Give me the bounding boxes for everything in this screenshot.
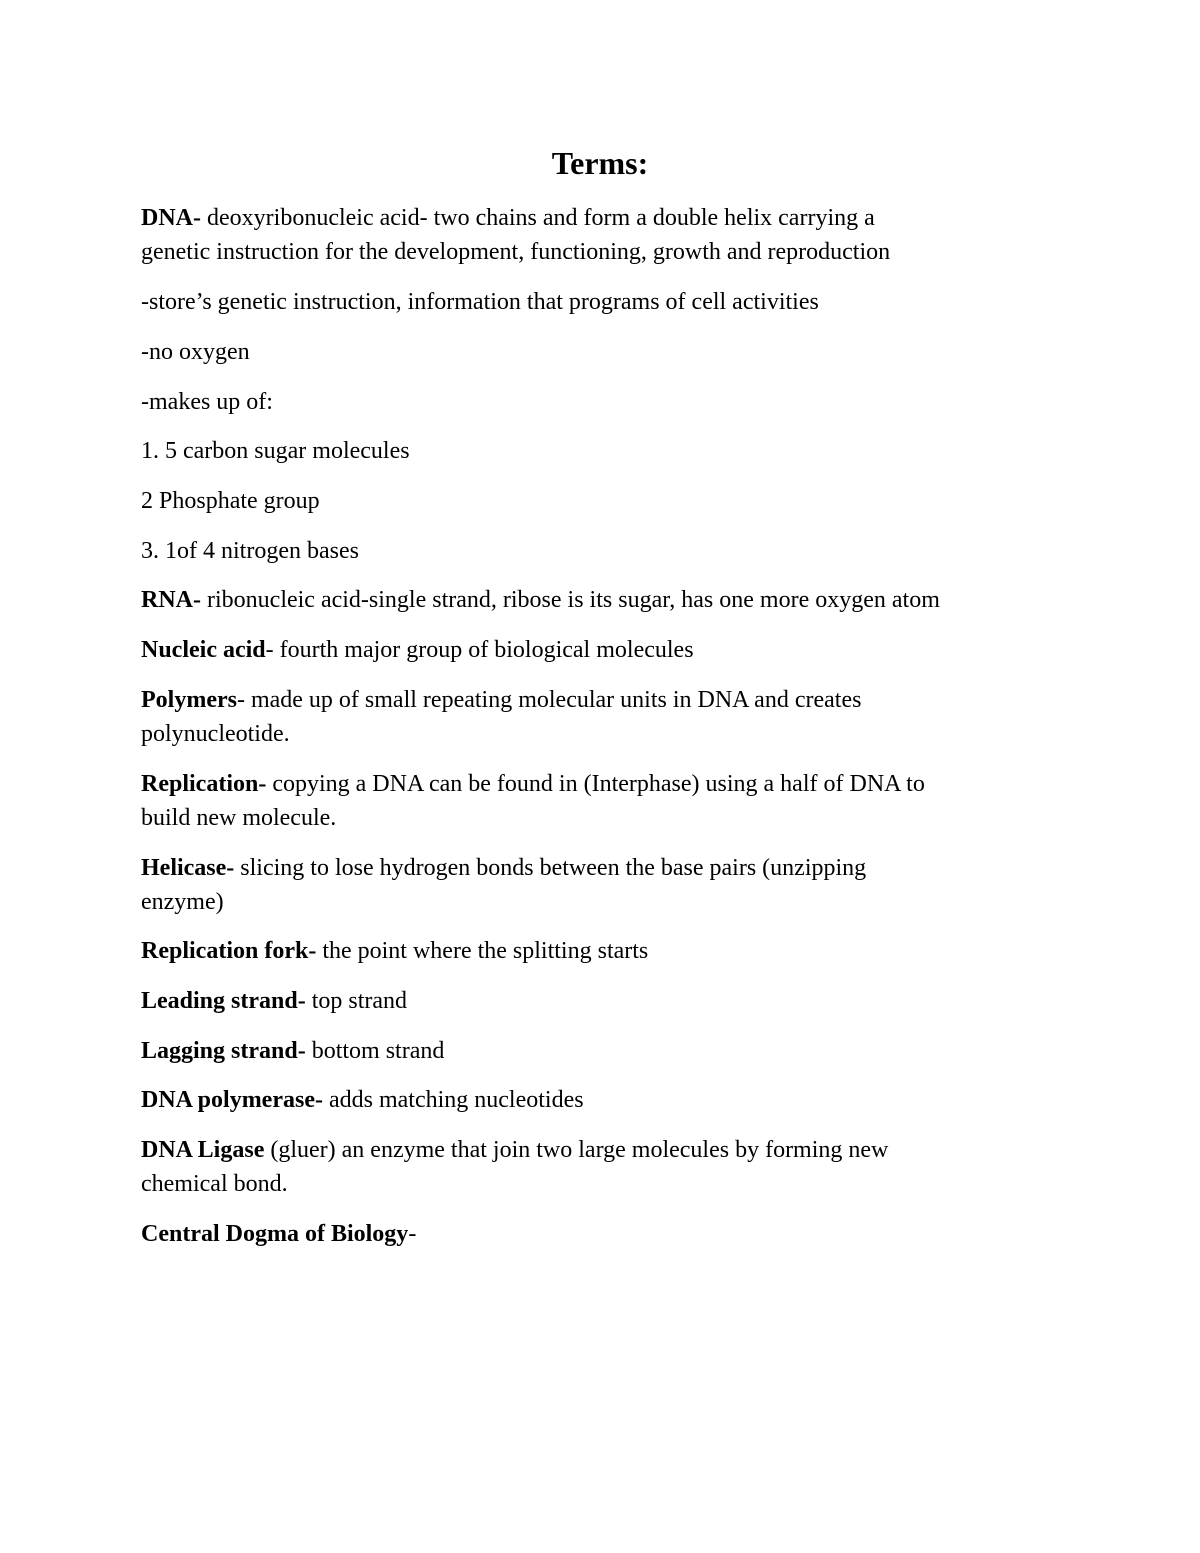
term-definition: top strand [305, 988, 408, 1014]
term-label: DNA- [141, 205, 201, 231]
list-item-3: 3. 1of 4 nitrogen bases [141, 538, 359, 564]
term-nucleic-acid [141, 633, 1081, 667]
term-definition-continued: build new molecule. [141, 805, 337, 831]
term-label: Lagging strand- [141, 1038, 306, 1064]
term-definition: (gluer) an enzyme that join two large molecules by forming new [264, 1137, 889, 1163]
term-definition-continued: enzyme) [141, 889, 224, 915]
term-dna [141, 201, 1081, 269]
term-label: Replication fork- [141, 938, 317, 964]
term-definition: deoxyribonucleic acid- two chains and form a double helix carrying a [201, 205, 875, 231]
list-item-1: 1. 5 carbon sugar molecules [141, 438, 410, 464]
note-store: -store’s genetic instruction, information that programs of cell activities [141, 289, 819, 315]
term-definition: - fourth major group of biological molecules [265, 637, 694, 663]
term-label: Polymers [141, 687, 237, 713]
term-definition: bottom strand [305, 1038, 445, 1064]
term-polymers [141, 683, 1081, 751]
term-definition-continued: polynucleotide. [141, 721, 290, 747]
term-central-dogma [141, 1217, 1081, 1251]
term-dna-polymerase [141, 1083, 1081, 1117]
term-definition-continued: genetic instruction for the development, functioning, growth and reproduction [141, 239, 891, 265]
term-label: DNA polymerase- [141, 1087, 323, 1113]
list-item-2: 2 Phosphate group [141, 488, 320, 514]
term-label: Replication- [141, 771, 267, 797]
term-definition: - made up of small repeating molecular units in DNA and creates [236, 687, 862, 713]
term-label: Leading strand- [141, 988, 306, 1014]
term-rna [141, 583, 1141, 617]
term-label: DNA Ligase [141, 1137, 265, 1163]
term-label: Nucleic acid [141, 637, 266, 663]
term-replication-fork [141, 934, 1081, 968]
note-makes-up: -makes up of: [141, 389, 273, 415]
term-label: Helicase- [141, 855, 235, 881]
term-helicase [141, 851, 1081, 919]
note-no-oxygen: -no oxygen [141, 339, 250, 365]
term-definition: ribonucleic acid-single strand, ribose is its sugar, has one more oxygen atom [201, 587, 940, 613]
term-definition: - [408, 1221, 417, 1247]
term-definition: adds matching nucleotides [322, 1087, 584, 1113]
page-title: Terms: [551, 145, 649, 181]
term-lagging-strand [141, 1034, 1081, 1068]
term-definition: copying a DNA can be found in (Interphase) using a half of DNA to [266, 771, 925, 797]
term-definition: slicing to lose hydrogen bonds between the base pairs (unzipping [234, 855, 867, 881]
term-definition-continued: chemical bond. [141, 1171, 288, 1197]
term-label: RNA- [141, 587, 201, 613]
term-replication [141, 767, 1081, 835]
term-label: Central Dogma of Biology [141, 1221, 409, 1247]
term-dna-ligase [141, 1133, 1081, 1201]
term-leading-strand [141, 984, 1081, 1018]
term-definition: the point where the splitting starts [316, 938, 649, 964]
